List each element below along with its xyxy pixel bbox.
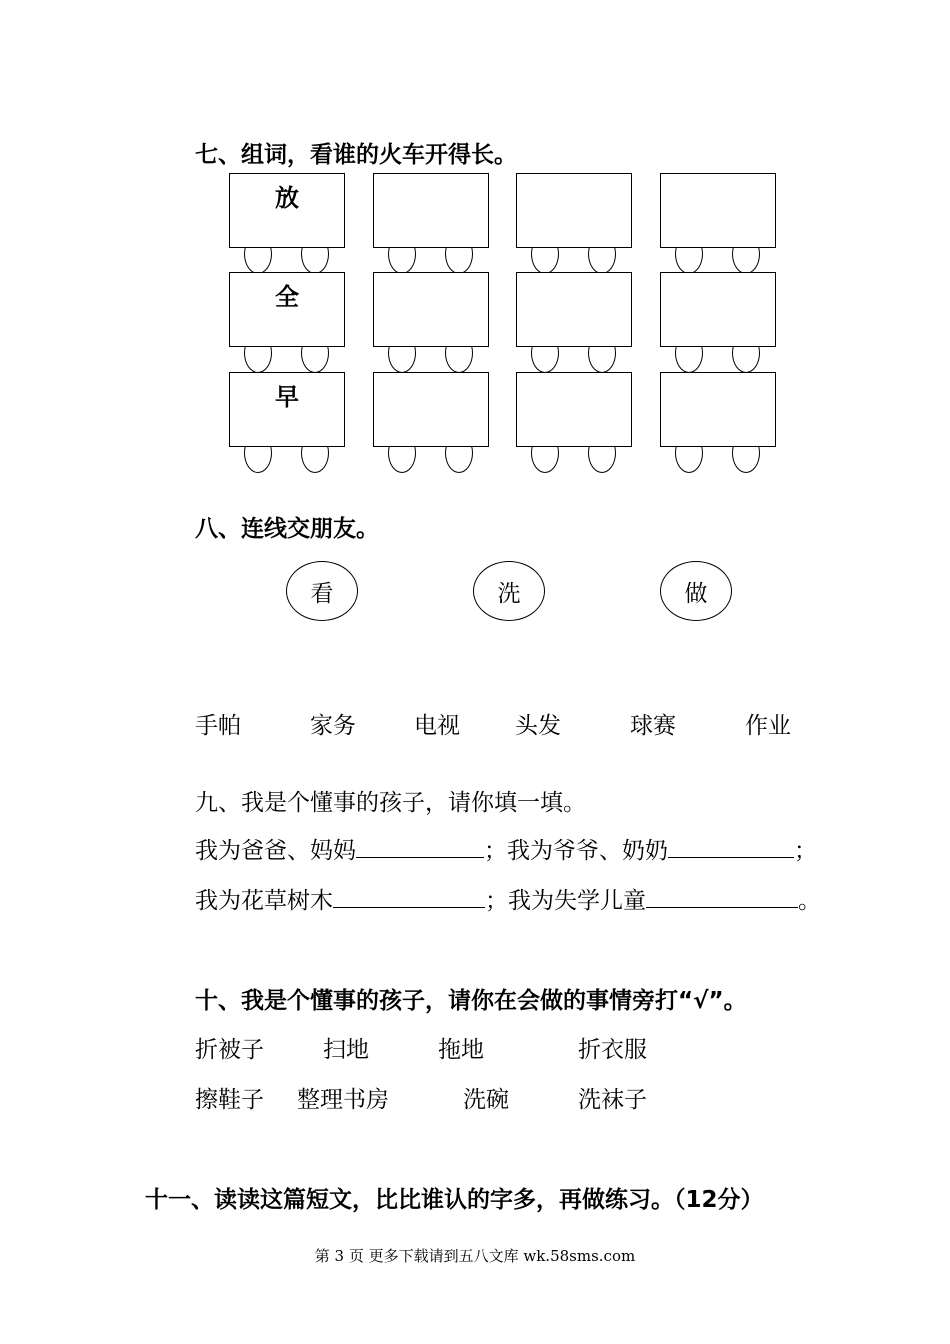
match-word[interactable]: 手帕 [195,713,241,739]
train-car-blank[interactable] [516,372,632,447]
match-word[interactable]: 球赛 [630,713,676,739]
chore-item[interactable]: 擦鞋子 [195,1087,264,1113]
chore-item[interactable]: 洗袜子 [578,1087,647,1113]
section11-title: 十一、读读这篇短文，比比谁认的字多，再做练习。（12分） [145,1187,764,1213]
section7-title: 七、组词，看谁的火车开得长。 [195,142,517,168]
circle-zuo[interactable] [660,561,732,621]
train-head-char: 放 [275,184,299,212]
separator: ； [484,838,507,864]
train-car-blank[interactable] [516,173,632,248]
chore-item[interactable]: 折衣服 [578,1037,647,1063]
train-head-char: 全 [275,283,299,311]
train-head-car [229,173,345,248]
circle-label: 洗 [497,580,521,607]
fill-prompt: 我为爸爸、妈妈 [195,838,356,864]
chore-item[interactable]: 整理书房 [297,1087,389,1113]
fill-blank[interactable] [646,885,798,908]
circle-label: 看 [310,580,334,607]
line-end: 。 [798,888,821,914]
train-head-car [229,372,345,447]
train-car-blank[interactable] [373,173,489,248]
circle-xi[interactable] [473,561,545,621]
fill-line-2 [195,882,821,915]
line-end: ； [794,838,817,864]
train-car-blank[interactable] [660,272,776,347]
train-head-car [229,272,345,347]
chore-item[interactable]: 扫地 [323,1037,369,1063]
chore-item[interactable]: 洗碗 [463,1087,509,1113]
section8-title: 八、连线交朋友。 [195,516,379,542]
fill-blank[interactable] [356,835,484,858]
train-car-blank[interactable] [660,173,776,248]
fill-prompt: 我为失学儿童 [508,888,646,914]
page-footer: 第 3 页 更多下载请到五八文库 wk.58sms.com [314,1247,636,1265]
circle-label: 做 [684,580,708,607]
fill-prompt: 我为花草树木 [195,888,333,914]
train-car-blank[interactable] [660,372,776,447]
train-car-blank[interactable] [373,272,489,347]
match-word[interactable]: 电视 [414,713,460,739]
circle-kan[interactable] [286,561,358,621]
train-car-blank[interactable] [373,372,489,447]
fill-line-1 [195,832,817,865]
chore-item[interactable]: 折被子 [195,1037,264,1063]
fill-prompt: 我为爷爷、奶奶 [507,838,668,864]
section10-title: 十、我是个懂事的孩子，请你在会做的事情旁打“√”。 [195,988,747,1014]
match-word[interactable]: 家务 [310,713,356,739]
chore-item[interactable]: 拖地 [438,1037,484,1063]
fill-blank[interactable] [668,835,794,858]
fill-blank[interactable] [333,885,485,908]
section9-title: 九、我是个懂事的孩子，请你填一填。 [195,790,586,816]
match-word[interactable]: 作业 [745,713,791,739]
train-car-blank[interactable] [516,272,632,347]
train-head-char: 早 [275,383,299,411]
separator: ； [485,888,508,914]
match-word[interactable]: 头发 [515,713,561,739]
